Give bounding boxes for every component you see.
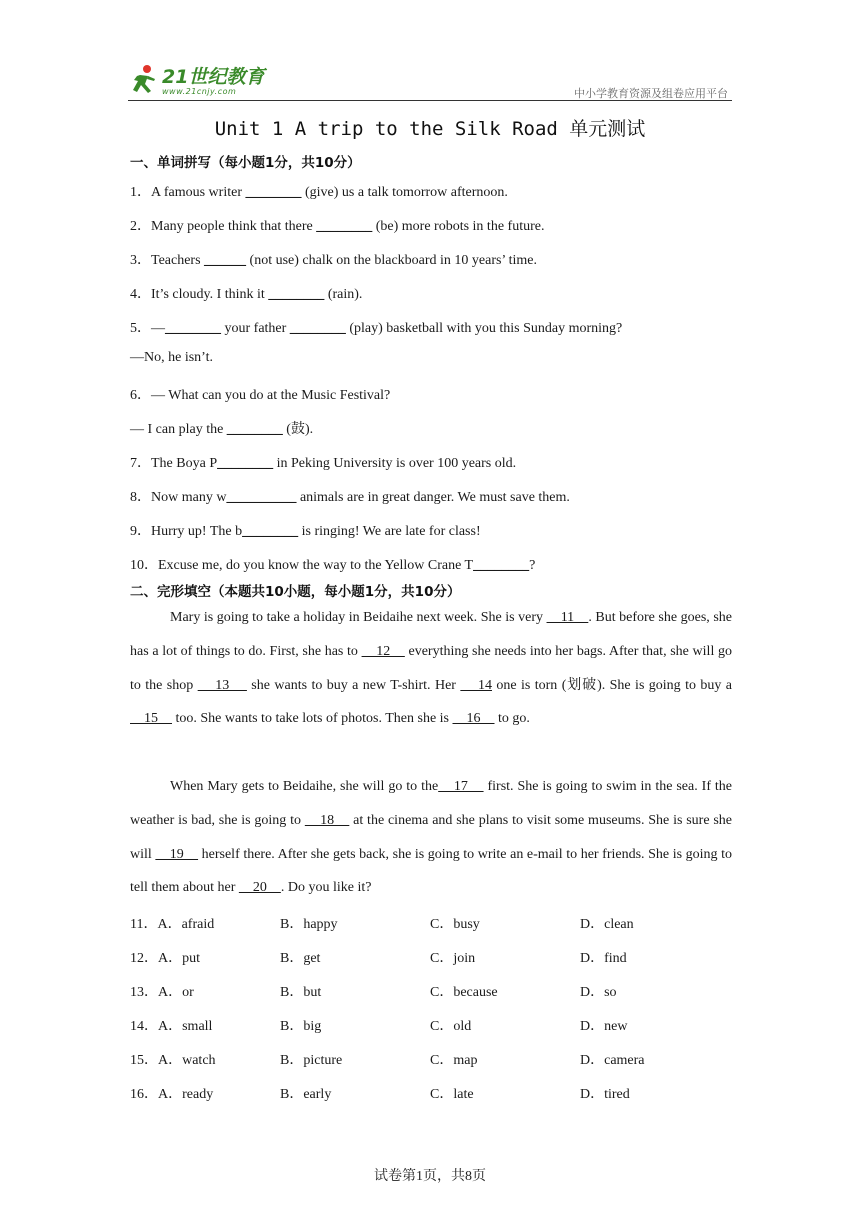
section1-heading: 一、单词拼写（每小题1分，共10分） (130, 155, 361, 171)
cloze-blank[interactable]: 14 (460, 677, 492, 693)
answer-blank[interactable]: ________ (289, 321, 346, 336)
passage-text: everything she needs into her bags. After that, she will go to the shop (130, 643, 732, 693)
question-text: 8．Now many w (130, 490, 227, 505)
question-text: 3．Teachers (130, 253, 205, 268)
answer-option[interactable]: B．happy (280, 917, 338, 932)
answer-option[interactable]: 14．A．small (130, 1019, 213, 1034)
header-tagline: 中小学教育资源及组卷应用平台 (574, 87, 728, 100)
answer-blank[interactable]: ________ (245, 185, 302, 200)
answer-blank[interactable]: ______ (204, 253, 247, 268)
passage-text: Mary is going to take a holiday in Beidaihe next week. She is very (170, 610, 547, 625)
passage-text: she wants to buy a new T-shirt. Her (246, 677, 461, 693)
answer-option[interactable]: B．but (280, 985, 322, 1000)
option-row (130, 947, 732, 967)
question-text: —No, he isn’t. (130, 350, 213, 365)
question-text: is ringing! We are late for class! (298, 524, 481, 539)
question-line (130, 554, 535, 574)
passage-text: . But before she goes, she has a lot of things to do. First, she has to (130, 610, 732, 659)
logo-main-text: 21世纪教育 (162, 65, 265, 88)
question-line (130, 181, 508, 201)
question-text: animals are in great danger. We must save them. (296, 490, 570, 505)
cloze-blank[interactable]: 19 (155, 846, 199, 862)
answer-option[interactable]: C．busy (430, 917, 480, 932)
passage-text: first. She is going to swim in the sea. If the weather is bad, she is going to (130, 779, 733, 828)
question-line (130, 520, 481, 540)
question-text: 10．Excuse me, do you know the way to the Yellow Crane T (130, 558, 474, 573)
answer-option[interactable]: B．get (280, 951, 321, 966)
answer-option[interactable]: C．join (430, 951, 476, 966)
passage-text: one is torn (划破). She is going to buy a (491, 677, 733, 693)
logo-url-text: www.21cnjy.com (162, 86, 237, 96)
question-text: (play) basketball with you this Sunday morning? (345, 321, 623, 336)
answer-option[interactable]: D．so (580, 985, 617, 1000)
cloze-blank[interactable]: 11 (546, 610, 589, 625)
passage-text: at the cinema and she plans to visit some museums. She is sure she will (130, 812, 733, 862)
question-line (130, 215, 544, 235)
question-text: (rain). (324, 287, 363, 302)
question-line (130, 350, 213, 366)
answer-option[interactable]: B．big (280, 1019, 322, 1034)
question-text: (be) more robots in the future. (372, 219, 545, 234)
answer-option[interactable]: B．early (280, 1087, 332, 1102)
cloze-blank[interactable]: 18 (304, 812, 350, 828)
question-text: 1．A famous writer (130, 185, 246, 200)
option-row (130, 981, 732, 1001)
cloze-blank[interactable]: 12 (361, 643, 405, 659)
answer-blank[interactable]: ________ (473, 558, 530, 573)
question-line (130, 317, 622, 337)
answer-option[interactable]: B．picture (280, 1053, 343, 1068)
runner-logo-icon (128, 64, 158, 98)
passage-paragraph-2 (130, 770, 732, 905)
page-header (128, 60, 732, 104)
answer-option[interactable]: D．new (580, 1019, 628, 1034)
answer-blank[interactable]: ________ (242, 524, 299, 539)
passage-text: to go. (494, 711, 530, 727)
passage-text: When Mary gets to Beidaihe, she will go to the (170, 779, 439, 794)
answer-option[interactable]: 15．A．watch (130, 1053, 216, 1068)
question-text: 2．Many people think that there (130, 219, 317, 234)
question-line (130, 486, 570, 506)
page-title: Unit 1 A trip to the Silk Road 单元测试 (214, 118, 646, 140)
question-text: (not use) chalk on the blackboard in 10 years’ time. (246, 253, 537, 268)
cloze-blank[interactable]: 16 (452, 711, 495, 727)
logo (128, 64, 264, 98)
question-text: (give) us a talk tomorrow afternoon. (301, 185, 508, 200)
question-line (130, 452, 516, 472)
cloze-blank[interactable]: 13 (197, 677, 247, 693)
passage-paragraph-1 (130, 601, 732, 736)
answer-blank[interactable]: __________ (226, 490, 297, 505)
question-text: (鼓). (282, 422, 314, 437)
answer-option[interactable]: C．old (430, 1019, 472, 1034)
cloze-blank[interactable]: 20 (238, 880, 281, 896)
answer-option[interactable]: D．clean (580, 917, 634, 932)
section2-heading: 二、完形填空（本题共10小题，每小题1分，共10分） (130, 584, 461, 600)
option-row (130, 1083, 732, 1103)
answer-option[interactable]: 16．A．ready (130, 1087, 214, 1102)
passage-text: too. She wants to take lots of photos. Then she is (172, 711, 453, 727)
passage-text: . Do you like it? (280, 880, 372, 896)
header-divider (128, 100, 732, 101)
question-text: in Peking University is over 100 years old. (273, 456, 517, 471)
question-text: 7．The Boya P (130, 456, 218, 471)
answer-blank[interactable]: ________ (268, 287, 325, 302)
answer-option[interactable]: C．late (430, 1087, 474, 1102)
question-text: ? (529, 558, 536, 573)
question-line (130, 283, 362, 303)
option-row (130, 1015, 732, 1035)
answer-option[interactable]: C．because (430, 985, 498, 1000)
answer-option[interactable]: 12．A．put (130, 951, 200, 966)
answer-option[interactable]: D．camera (580, 1053, 645, 1068)
answer-option[interactable]: C．map (430, 1053, 478, 1068)
answer-option[interactable]: 11．A．afraid (130, 917, 215, 932)
question-line (130, 249, 537, 269)
question-line (130, 418, 313, 438)
answer-option[interactable]: D．tired (580, 1087, 630, 1102)
cloze-blank[interactable]: 17 (438, 779, 484, 794)
answer-option[interactable]: 13．A．or (130, 985, 194, 1000)
answer-blank[interactable]: ________ (165, 321, 221, 336)
option-row (130, 913, 732, 933)
question-line (130, 384, 390, 404)
question-text: your father (221, 321, 290, 336)
answer-blank[interactable]: ________ (316, 219, 373, 234)
answer-option[interactable]: D．find (580, 951, 627, 966)
page-footer: 试卷第1页，共8页 (374, 1169, 486, 1184)
answer-blank[interactable]: ________ (226, 422, 283, 437)
question-text: 6．— What can you do at the Music Festival? (130, 388, 391, 403)
option-row (130, 1049, 732, 1069)
cloze-blank[interactable]: 15 (130, 711, 172, 727)
question-text: 5．— (130, 321, 165, 336)
question-text: 9．Hurry up! The b (130, 524, 243, 539)
passage-text: herself there. After she gets back, she is going to write an e-mail to her friends. She is going to tell them about her (130, 846, 733, 896)
answer-blank[interactable]: ________ (217, 456, 274, 471)
question-text: 4．It’s cloudy. I think it (130, 287, 269, 302)
question-text: — I can play the (130, 422, 227, 437)
